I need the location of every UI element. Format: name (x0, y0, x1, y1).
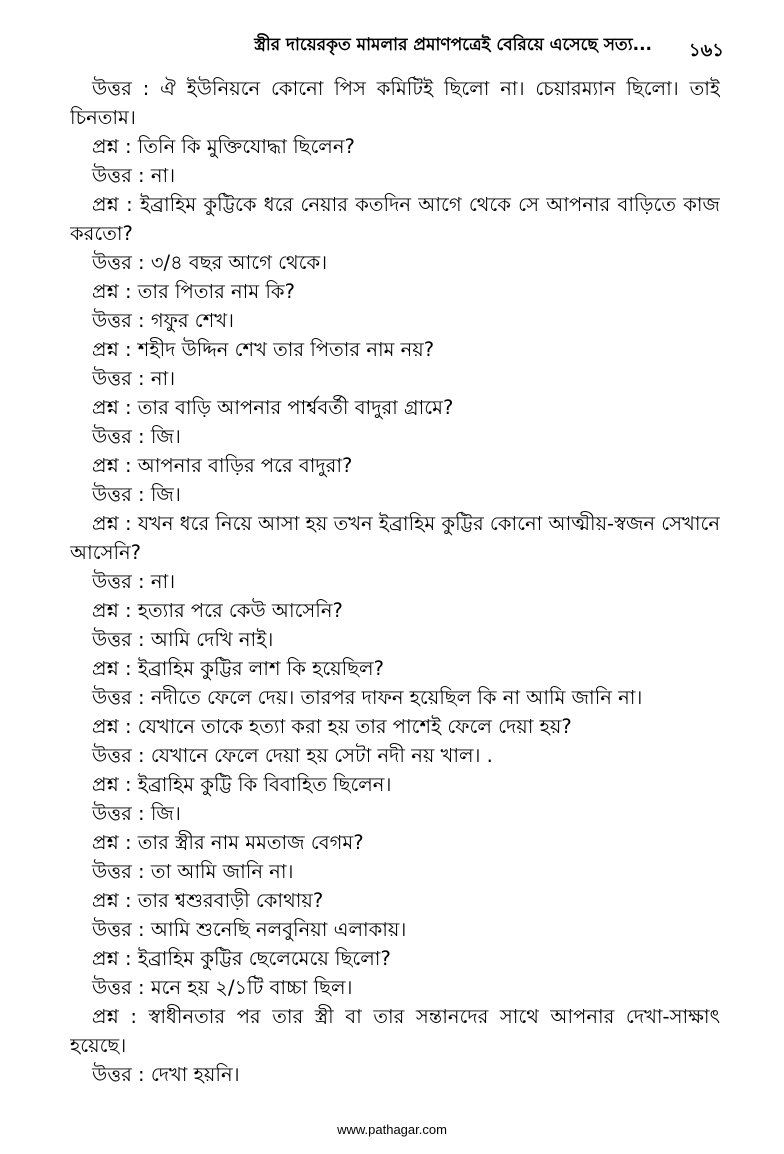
transcript-line: উত্তর : ৩/৪ বছর আগে থেকে। (92, 251, 328, 274)
transcript-line: উত্তর : না। (92, 164, 176, 187)
transcript-line: উত্তর : জি। (92, 425, 181, 448)
transcript-line: চিনতাম। (70, 106, 136, 129)
transcript-line: উত্তর : যেখানে ফেলে দেয়া হয় সেটা নদী নয় খাল। . (92, 744, 493, 767)
transcript-line: প্রশ্ন : ইব্রাহিম কুট্টির লাশ কি হয়েছিল? (92, 657, 384, 680)
transcript-line: প্রশ্ন : ইব্রাহিম কুট্টির ছেলেমেয়ে ছিলো? (92, 947, 391, 970)
transcript-line: প্রশ্ন : তার শ্বশুরবাড়ী কোথায়? (92, 889, 324, 912)
transcript-line: উত্তর : নদীতে ফেলে দেয়। তারপর দাফন হয়েছিল কি না আমি জানি না। (92, 686, 643, 709)
transcript-line: উত্তর : জি। (92, 483, 181, 506)
transcript-line: প্রশ্ন : ইব্রাহিম কুট্টি কি বিবাহিত ছিলেন। (92, 773, 392, 796)
transcript-line: উত্তর : মনে হয় ২/১টি বাচ্চা ছিল। (92, 976, 353, 999)
transcript-line: প্রশ্ন : তার পিতার নাম কি? (92, 280, 295, 303)
transcript-line: প্রশ্ন : স্বাধীনতার পর তার স্ত্রী বা তার সন্তানদের সাথে আপনার দেখা-সাক্ষাৎ (92, 1005, 720, 1028)
transcript-line: উত্তর : ঐ ইউনিয়নে কোনো পিস কমিটিই ছিলো না। চেয়ারম্যান ছিলো। তাই (92, 77, 720, 100)
transcript-line: প্রশ্ন : যেখানে তাকে হত্যা করা হয় তার পাশেই ফেলে দেয়া হয়? (92, 715, 572, 738)
transcript-line: প্রশ্ন : শহীদ উদ্দিন শেখ তার পিতার নাম নয়? (92, 338, 435, 361)
transcript-line: প্রশ্ন : তার বাড়ি আপনার পার্শ্ববর্তী বাদুরা গ্রামে? (92, 396, 454, 419)
transcript-line: প্রশ্ন : হত্যার পরে কেউ আসেনি? (92, 599, 343, 622)
transcript-line: উত্তর : তা আমি জানি না। (92, 860, 294, 883)
transcript-line: উত্তর : জি। (92, 802, 181, 825)
page-number: ১৬১ (688, 40, 724, 61)
transcript-line: উত্তর : আমি দেখি নাই। (92, 628, 274, 651)
transcript-line: উত্তর : না। (92, 570, 176, 593)
running-header-title: স্ত্রীর দায়েরকৃত মামলার প্রমাণপত্রেই বেরিয়ে এসেছে সত্য... (254, 35, 652, 55)
transcript-line: আসেনি? (70, 541, 142, 564)
transcript-line: প্রশ্ন : ইব্রাহিম কুট্টিকে ধরে নেয়ার কতদিন আগে থেকে সে আপনার বাড়িতে কাজ (92, 193, 720, 216)
transcript-line: হয়েছে। (70, 1034, 127, 1057)
interrogation-transcript (70, 74, 720, 1089)
transcript-line: উত্তর : আমি শুনেছি নলবুনিয়া এলাকায়। (92, 918, 407, 941)
transcript-line: করতো? (70, 222, 133, 245)
transcript-line: প্রশ্ন : যখন ধরে নিয়ে আসা হয় তখন ইব্রাহিম কুট্টির কোনো আত্মীয়-স্বজন সেখানে (92, 512, 720, 535)
transcript-line: উত্তর : দেখা হয়নি। (92, 1063, 240, 1086)
transcript-line: প্রশ্ন : তার স্ত্রীর নাম মমতাজ বেগম? (92, 831, 364, 854)
transcript-line: উত্তর : গফুর শেখ। (92, 309, 235, 332)
footer-url: www.pathagar.com (337, 1122, 447, 1137)
transcript-line: প্রশ্ন : আপনার বাড়ির পরে বাদুরা? (92, 454, 353, 477)
transcript-line: উত্তর : না। (92, 367, 176, 390)
running-header (70, 28, 724, 64)
transcript-line: প্রশ্ন : তিনি কি মুক্তিযোদ্ধা ছিলেন? (92, 135, 355, 158)
